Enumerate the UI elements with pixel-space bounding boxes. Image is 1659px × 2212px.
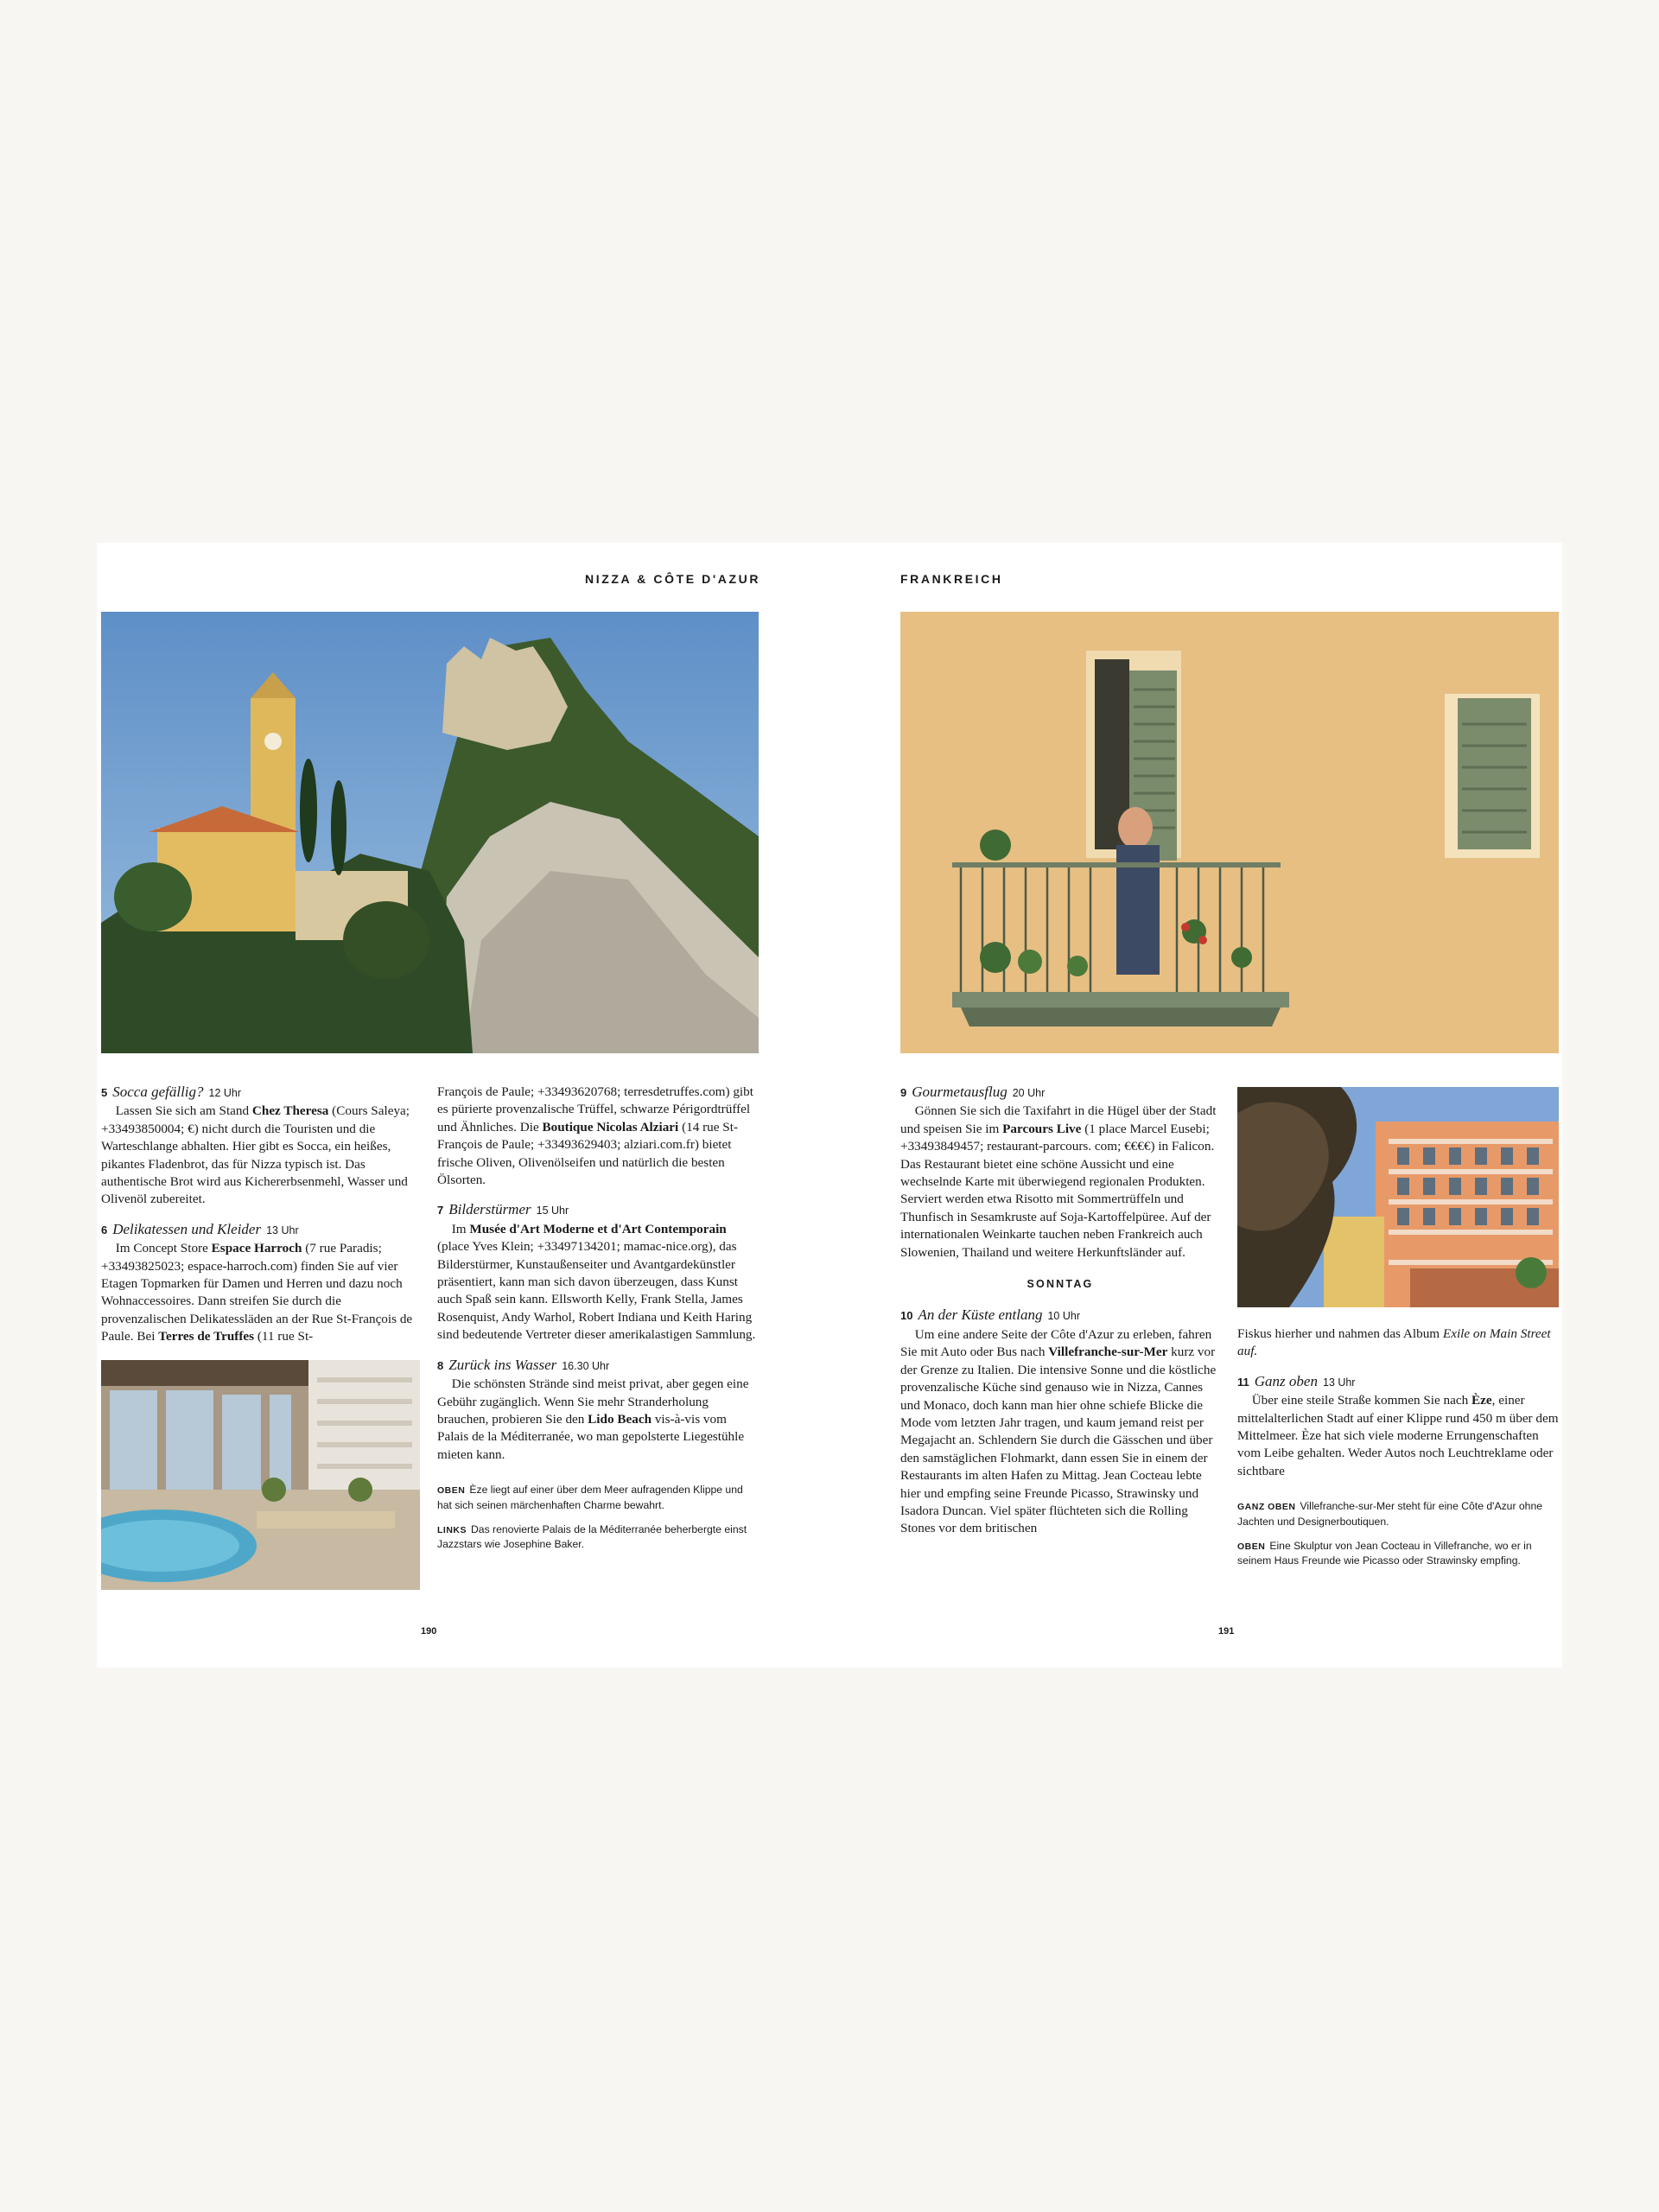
entry-continuation [1237,1325,1559,1361]
right-page [830,543,1562,1668]
entry-time: 10 Uhr [1047,1310,1081,1323]
photo-cocteau-sculpture [1237,1087,1559,1307]
entry-body: Über eine steile Straße kommen Sie nach Èze, einer mittelalterlichen Stadt auf einer Klippe rund 450 m über dem Mittelmeer. Èze hat sich viele moderne Errungenschaften vom Leibe gehalten. Weder Autos noch Leuchtreklame oder sichtbare [1237,1393,1559,1478]
entry-time: 13 Uhr [1322,1376,1356,1389]
itinerary-entry-5 [101,1084,420,1209]
magazine-spread [97,543,1562,1668]
entry-time: 13 Uhr [266,1224,299,1236]
text-column-2 [1237,1325,1559,1579]
entry-number: 7 [437,1204,444,1217]
itinerary-entry-11 [1237,1373,1559,1480]
itinerary-entry-8 [437,1357,759,1464]
entry-body: Fiskus hierher und nahmen das Album Exile on Main Street auf. [1237,1326,1551,1359]
entry-time: 20 Uhr [1012,1087,1046,1099]
entry-title: Gourmetausflug [912,1084,1007,1100]
running-head: NIZZA & CÔTE D'AZUR [585,572,761,586]
entry-body: Im Musée d'Art Moderne et d'Art Contemporain (place Yves Klein; +33497134201; mamac-nice.org), das Bilderstürmer, Kunstaußenseiter und Avantgardekünstler präsentiert, kann man sich davon überzeugen, dass Kunst auch Spaß sein kann. Ellsworth Kelly, Frank Stella, James Rosenquist, Andy Warhol, Robert Indiana und Keith Haring sind bedeutende Vertreter dieser amerikalastigen Sammlung. [437,1221,756,1343]
entry-time: 16.30 Uhr [562,1359,610,1372]
entry-body: Gönnen Sie sich die Taxifahrt in die Hügel über der Stadt und speisen Sie im Parcours Live (1 place Marcel Eusebi; +33493849457; restaurant-parcours. com; €€€€) in Falicon. Das Restaurant bietet eine schöne Aussicht und eine wechselnde Karte mit überwiegend regionalen Produkten. Serviert werden etwa Risotto mit Sommertrüffeln und Thunfisch in Sesamkruste auf Soja-Kartoffelpüree. Auf der internationalen Weinkarte tauchen neben Frankreich auch Slowenien, Thailand und weitere Herkunftsländer auf. [900,1103,1217,1260]
photo-caption: OBEN Èze liegt auf einer über dem Meer aufragenden Klippe und hat sich seinen märchenhaften Charme bewahrt. [437,1484,743,1511]
photo-palais-pool [101,1360,420,1590]
entry-continuation [437,1084,759,1189]
entry-title: Socca gefällig? [112,1084,204,1100]
photo-caption: GANZ OBEN Villefranche-sur-Mer steht für eine Côte d'Azur ohne Jachten und Designerboutiquen. [1237,1500,1543,1528]
running-head: FRANKREICH [900,572,1003,586]
day-section-heading: SONNTAG [1027,1278,1094,1291]
page-number: 190 [421,1626,437,1637]
entry-number: 6 [101,1223,108,1236]
entry-body: Lassen Sie sich am Stand Chez Theresa (Cours Saleya; +33493850004; €) nicht durch die Touristen und die Warteschlange abhalten. Hier gibt es Socca, ein heißes, pikantes Fladenbrot, das für Nizza typisch ist. Das authentische Brot wird aus Kichererbsenmehl, Wasser und Olivenöl zubereitet. [101,1103,410,1207]
left-page [97,543,830,1668]
itinerary-entry-6 [101,1221,420,1346]
entry-time: 15 Uhr [536,1205,569,1217]
photo-balcony [900,612,1559,1053]
entry-body: François de Paule; +33493620768; terresdetruffes.com) gibt es pürierte provenzalische Trüffel, schwarze Périgordtrüffel und Ähnliches. Die Boutique Nicolas Alziari (14 rue St-François de Paule; +33493629403; alziari.com.fr) bietet frische Oliven, Olivenölseifen und natürlich die besten Ölsorten. [437,1084,753,1188]
photo-caption: OBEN Eine Skulptur von Jean Cocteau in Villefranche, wo er in seinem Haus Freunde wie Picasso oder Strawinsky empfing. [1237,1540,1532,1567]
photo-caption: LINKS Das renovierte Palais de la Méditerranée beherbergte einst Jazzstars wie Josephine Baker. [437,1522,747,1551]
itinerary-entry-10 [900,1306,1220,1537]
entry-time: 12 Uhr [208,1087,242,1099]
entry-number: 5 [101,1086,108,1099]
entry-number: 10 [900,1309,913,1323]
entry-title: An der Küste entlang [918,1306,1043,1324]
itinerary-entry-9 [900,1084,1220,1262]
entry-title: Ganz oben [1254,1372,1318,1389]
entry-body: Im Concept Store Espace Harroch (7 rue Paradis; +33493825023; espace-harroch.com) finden Sie auf vier Etagen Topmarken für Damen und Herren und dazu noch Wohnaccessoires. Dann streifen Sie durch die provenzalischen Delikatessläden an der Rue St-François de Paule. Bei Terres de Truffes (11 rue St- [101,1241,413,1344]
text-column-1 [900,1084,1220,1550]
photo-eze-village [101,612,759,1053]
page-number: 191 [1218,1626,1235,1637]
entry-title: Delikatessen und Kleider [112,1220,262,1237]
entry-number: 11 [1237,1375,1249,1389]
entry-number: 9 [900,1086,907,1099]
text-column-2 [437,1084,759,1562]
entry-body: Um eine andere Seite der Côte d'Azur zu erleben, fahren Sie mit Auto oder Bus nach Villefranche-sur-Mer kurz vor der Grenze zu Italien. Die intensive Sonne und die köstliche provenzalische Küche sind genauso wie in Nizza, Cannes und Monaco, doch kann man hier ohne schiefe Blicke die Mode vom letzten Jahr tragen, und kaum jemand reist per Megajacht an. Schlendern Sie durch die Gässchen und über den samstäglichen Flohmarkt, dann essen Sie in einem der Restaurants im alten Hafen zu Mittag. Jean Cocteau lebte hier und empfing seine Freunde Picasso, Strawinsky und Isadora Duncan. Viel später flüchteten sich die Rolling Stones vor dem britischen [900,1326,1217,1536]
entry-number: 8 [437,1358,444,1372]
entry-title: Bilderstürmer [448,1201,531,1218]
entry-body: Die schönsten Strände sind meist privat, aber gegen eine Gebühr zugänglich. Wenn Sie mehr Stranderholung brauchen, probieren Sie den Lido Beach vis-à-vis vom Palais de la Méditerranée, wo man gepolsterte Liegestühle mieten kann. [437,1376,749,1462]
text-column-1 [101,1084,420,1358]
entry-title: Zurück ins Wasser [448,1356,557,1373]
itinerary-entry-7 [437,1201,759,1344]
